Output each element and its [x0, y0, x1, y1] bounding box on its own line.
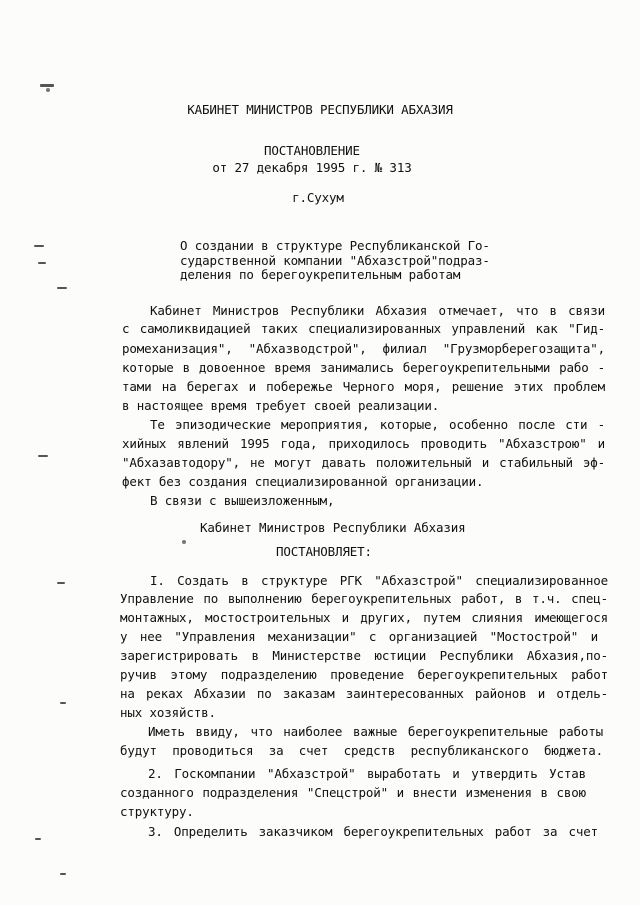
subject-line: сударственной компании "Абхазстрой"подраз-	[180, 253, 490, 268]
body-line: "Абхазавтодору", не могут давать положительный и стабильный эф-	[122, 455, 605, 470]
scan-dot	[182, 540, 186, 544]
item-line: созданного подразделения "Спецстрой" и внести изменения в свою	[120, 785, 586, 800]
scan-mark	[60, 702, 66, 704]
body-line: которые в довоенное время занимались берегоукрепительными рабо -	[122, 360, 605, 375]
subject-line: деления по берегоукрепительным работам	[180, 267, 461, 282]
scan-mark	[35, 838, 41, 840]
date-number: от 27 декабря 1995 г. № 313	[212, 160, 412, 175]
cabinet-heading: КАБИНЕТ МИНИСТРОВ РЕСПУБЛИКИ АБХАЗИЯ	[187, 102, 453, 117]
item-line: монтажных, мостостроительных и других, путем слияния имеющегося	[120, 610, 608, 625]
body-line: ромеханизация", "Абхазводстрой", филиал "Грузморберегозащита",	[122, 341, 605, 356]
body-line: тами на берегах и побережье Черного моря, решение этих проблем	[122, 379, 605, 394]
scan-mark	[38, 455, 48, 457]
item-line: 3. Определить заказчиком берегоукрепительных работ за счет	[148, 824, 598, 839]
scan-mark	[60, 873, 66, 875]
subject-line: О создании в структуре Республиканской Го-	[180, 238, 490, 253]
resolve-verb: ПОСТАНОВЛЯЕТ:	[276, 544, 372, 559]
body-line: в настоящее время требует своей реализации.	[122, 398, 440, 413]
scan-mark	[38, 262, 46, 264]
item-line: Управление по выполнению берегоукрепительных работ, в т.ч. спец-	[120, 591, 608, 606]
item-line: на реках Абхазии по заказам заинтересованных районов и отдель-	[120, 686, 608, 701]
scan-dot	[46, 88, 50, 92]
item-line: ручив этому подразделению проведение берегоукрепительных работ	[120, 667, 608, 682]
item-line: I. Создать в структуре РГК "Абхазстрой" специализированное	[150, 573, 608, 588]
city: г.Сухум	[292, 190, 344, 205]
body-line: Те эпизодические мероприятия, которые, особенно после сти -	[150, 417, 605, 432]
item-line: зарегистрировать в Министерстве юстиции Республики Абхазия,по-	[120, 648, 608, 663]
item-line: Иметь ввиду, что наиболее важные берегоукрепительные работы	[148, 724, 603, 739]
item-line: структуру.	[120, 804, 194, 819]
body-line: хийных явлений 1995 года, приходилось проводить "Абхазстрою" и	[122, 436, 605, 451]
body-line: с самоликвидацией таких специализированных управлений как "Гид-	[122, 321, 605, 336]
item-line: ных хозяйств.	[120, 705, 216, 720]
item-line: у нее "Управления механизации" с организацией "Мостострой" и	[120, 629, 598, 644]
body-line: Кабинет Министров Республики Абхазия отмечает, что в связи	[150, 303, 605, 318]
body-line: В связи с вышеизложенным,	[150, 493, 335, 508]
scan-mark	[57, 582, 65, 584]
resolve-cabinet: Кабинет Министров Республики Абхазия	[200, 520, 466, 535]
item-line: 2. Госкомпании "Абхазстрой" выработать и утвердить Устав	[148, 766, 586, 781]
item-line: будут проводиться за счет средств республиканского бюджета.	[120, 743, 603, 758]
scan-mark	[40, 84, 54, 87]
doc-type-heading: ПОСТАНОВЛЕНИЕ	[264, 143, 360, 158]
body-line: фект без создания специализированной организации.	[122, 474, 484, 489]
scan-mark	[34, 245, 44, 247]
scan-mark	[57, 287, 67, 289]
